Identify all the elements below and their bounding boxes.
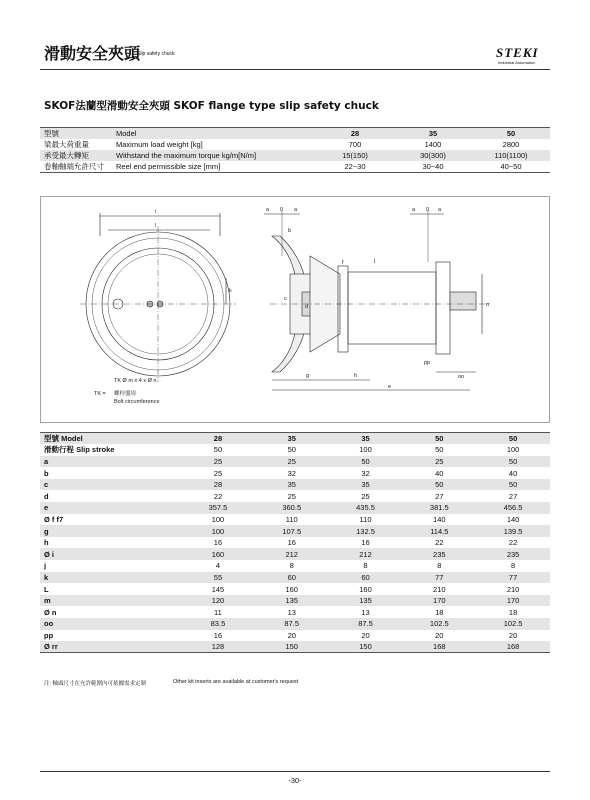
table-cell: 140 xyxy=(506,514,520,524)
table-cell: 50 xyxy=(402,433,476,445)
table-cell: 8 xyxy=(289,561,294,571)
table-cell: 16 xyxy=(213,538,223,548)
table-cell: 139.5 xyxy=(503,526,523,536)
table-row xyxy=(40,572,550,584)
spec-en: Reel end permissible size [mm] xyxy=(112,161,316,173)
table-cell: 28 xyxy=(213,480,223,490)
table-row xyxy=(40,433,550,445)
table-cell: 25 xyxy=(287,491,296,501)
table-cell: 35 xyxy=(329,433,403,445)
dim-label-h: h xyxy=(354,373,358,379)
table-row xyxy=(40,525,550,537)
row-label: h xyxy=(44,538,49,548)
table-cell: 83.5 xyxy=(210,619,226,629)
dim-label-l: l xyxy=(155,223,157,229)
dim-label-g: g xyxy=(306,373,310,379)
table-cell: 25 xyxy=(213,456,223,466)
table-cell: 16 xyxy=(287,538,296,548)
table-cell: 50 xyxy=(508,480,518,490)
table-cell: 212 xyxy=(285,549,298,559)
table-cell: 150 xyxy=(255,641,329,653)
dim-label-pp: pp xyxy=(424,360,431,366)
table-cell: 357.5 xyxy=(208,503,228,513)
table-cell: 170 xyxy=(506,596,520,606)
table-cell: 18 xyxy=(508,607,518,617)
spec-en: Withstand the maximum torque kg/m[N/m] xyxy=(116,151,257,160)
table-cell: 210 xyxy=(433,584,446,594)
spec-cell: 2800 xyxy=(502,140,520,149)
table-row xyxy=(40,641,550,653)
row-label: j xyxy=(44,561,47,571)
table-cell: 100 xyxy=(359,445,372,455)
table-cell: 102.5 xyxy=(429,619,449,629)
table-row xyxy=(40,630,550,642)
table-cell: 50 xyxy=(435,480,444,490)
table-cell: 22 xyxy=(213,491,223,501)
table-cell: 435.5 xyxy=(356,503,375,513)
row-label: c xyxy=(44,480,49,490)
table-cell: 107.5 xyxy=(282,526,302,536)
table-cell: 25 xyxy=(287,456,296,466)
table-cell: 8 xyxy=(511,561,516,571)
table-row xyxy=(40,583,550,595)
table-cell: 50 xyxy=(435,445,444,455)
dim-label-rr: rr xyxy=(486,302,490,308)
table-cell: 18 xyxy=(435,607,444,617)
table-cell: 235 xyxy=(433,549,446,559)
table-cell: 210 xyxy=(506,584,520,594)
table-cell: 35 xyxy=(255,433,329,445)
spec-row xyxy=(40,139,550,150)
table-cell: 50 xyxy=(508,456,518,466)
table-cell: 16 xyxy=(361,538,370,548)
spec-cell: 40~50 xyxy=(472,161,550,173)
page-subtitle: Slip safety chuck xyxy=(137,51,175,57)
table-cell: 381.5 xyxy=(429,503,449,513)
table-cell: 50 xyxy=(361,456,370,466)
dim-label-zero: 0 xyxy=(280,207,284,213)
dim-label-a: a xyxy=(266,207,270,213)
table-cell: 128 xyxy=(181,641,255,653)
table-cell: 27 xyxy=(435,491,444,501)
spec-en: Maximum load weight [kg] xyxy=(116,140,203,149)
table-cell: 168 xyxy=(402,641,476,653)
spec-cn: 承受最大轉矩 xyxy=(44,151,89,160)
brand-logo xyxy=(496,44,552,70)
table-cell: 160 xyxy=(359,584,372,594)
table-cell: 32 xyxy=(361,468,370,478)
spec-row xyxy=(40,150,550,161)
row-label: g xyxy=(44,526,49,536)
table-cell: 160 xyxy=(211,549,225,559)
table-cell: 60 xyxy=(361,572,370,582)
section-title: SKOF法蘭型滑動安全夾頭 SKOF flange type slip safety chuck xyxy=(44,100,379,112)
spec-cell: 1400 xyxy=(424,140,442,149)
page-number: -30- xyxy=(288,776,302,785)
dim-label-a: a xyxy=(412,207,416,213)
table-row xyxy=(40,502,550,514)
tk-equals: TK = xyxy=(94,391,106,397)
row-label: oo xyxy=(44,619,54,629)
spec-cell: 700 xyxy=(348,140,362,149)
row-label: d xyxy=(44,491,49,501)
row-label: Ø f f7 xyxy=(44,514,64,524)
table-cell: 13 xyxy=(287,607,296,617)
table-cell: 20 xyxy=(287,630,296,640)
table-row xyxy=(40,467,550,479)
table-cell: 132.5 xyxy=(356,526,375,536)
table-cell: 8 xyxy=(437,561,442,571)
row-label: a xyxy=(44,456,49,466)
table-cell: 25 xyxy=(435,456,444,466)
table-cell: 35 xyxy=(287,480,296,490)
table-cell: 120 xyxy=(211,596,225,606)
table-row xyxy=(40,606,550,618)
table-row xyxy=(40,514,550,526)
table-cell: 77 xyxy=(508,572,518,582)
table-cell: 235 xyxy=(506,549,520,559)
dim-label-j: j xyxy=(374,258,376,264)
row-label: Ø rr xyxy=(40,641,181,653)
spec-cell: 15(150) xyxy=(342,151,368,160)
table-cell: 16 xyxy=(213,630,223,640)
dimension-table xyxy=(40,432,550,653)
dim-label-f: f xyxy=(342,260,344,266)
table-row xyxy=(40,456,550,468)
table-cell: 22 xyxy=(508,538,518,548)
spec-cell: 30~40 xyxy=(394,161,472,173)
table-cell: 40 xyxy=(435,468,444,478)
table-cell: 150 xyxy=(329,641,403,653)
page-title: 滑動安全夾頭 xyxy=(44,44,141,63)
row-label: b xyxy=(44,468,49,478)
table-cell: 27 xyxy=(508,491,518,501)
row-label: e xyxy=(44,503,49,513)
table-cell: 28 xyxy=(181,433,255,445)
dim-label-oo: oo xyxy=(458,374,465,380)
spec-en: Model xyxy=(112,128,316,140)
row-label: m xyxy=(44,596,51,606)
table-cell: 20 xyxy=(508,630,518,640)
row-label: k xyxy=(44,572,49,582)
spec-cn: 卷軸軸端允許尺寸 xyxy=(40,161,112,173)
dim-label-zero: 0 xyxy=(426,207,430,213)
table-row xyxy=(40,537,550,549)
table-cell: 145 xyxy=(211,584,225,594)
dim-label-a: a xyxy=(438,207,442,213)
dim-label-d: d xyxy=(305,304,309,310)
dim-label-a: a xyxy=(294,207,298,213)
table-cell: 50 xyxy=(476,433,550,445)
table-cell: 100 xyxy=(211,514,225,524)
dim-label-k: k xyxy=(229,288,232,294)
technical-drawing xyxy=(40,196,550,423)
table-cell: 40 xyxy=(508,468,518,478)
table-cell: 110 xyxy=(359,514,372,524)
table-row xyxy=(40,560,550,572)
header-divider xyxy=(40,69,550,70)
table-cell: 25 xyxy=(213,468,223,478)
table-cell: 360.5 xyxy=(282,503,302,513)
table-cell: 50 xyxy=(213,445,223,455)
row-label: 型號 Model xyxy=(40,433,181,445)
table-row xyxy=(40,595,550,607)
dim-label-c: c xyxy=(284,296,287,302)
logo-subtext: Industrial Automation xyxy=(498,60,536,65)
spec-cell: 110(1100) xyxy=(494,151,528,160)
table-cell: 4 xyxy=(215,561,221,571)
spec-cell: 30(300) xyxy=(420,151,446,160)
table-cell: 135 xyxy=(359,596,372,606)
table-cell: 168 xyxy=(476,641,550,653)
tk-label-cn: 螺栓盪周 xyxy=(114,391,137,397)
spec-cell: 50 xyxy=(472,128,550,140)
dim-label-e: e xyxy=(388,384,392,390)
dimension-table-body xyxy=(40,433,550,653)
spec-row xyxy=(40,161,550,173)
note-en: Other kit inserts are available at customer's request xyxy=(173,679,299,685)
row-label: Ø n xyxy=(44,607,57,617)
spec-row xyxy=(40,128,550,140)
spec-table xyxy=(40,127,550,173)
spec-cell: 35 xyxy=(394,128,472,140)
table-cell: 35 xyxy=(361,480,370,490)
table-cell: 135 xyxy=(285,596,298,606)
table-cell: 77 xyxy=(435,572,444,582)
table-cell: 22 xyxy=(435,538,444,548)
table-cell: 87.5 xyxy=(358,619,373,629)
row-label: pp xyxy=(44,630,54,640)
logo-text: STEKI xyxy=(496,45,539,60)
spec-cn: 型號 xyxy=(40,128,112,140)
row-label: 滑動行程 Slip stroke xyxy=(44,445,115,455)
table-cell: 456.5 xyxy=(503,503,523,513)
table-cell: 25 xyxy=(361,491,370,501)
table-row xyxy=(40,490,550,502)
spec-cell: 22~30 xyxy=(316,161,394,173)
table-cell: 160 xyxy=(285,584,298,594)
table-cell: 212 xyxy=(359,549,372,559)
dim-label-b: b xyxy=(288,228,292,234)
table-row xyxy=(40,548,550,560)
table-cell: 100 xyxy=(506,445,520,455)
table-cell: 170 xyxy=(433,596,446,606)
footer-divider xyxy=(40,771,550,772)
tk-formula: TK Ø m x 4 x Ø n xyxy=(114,378,157,384)
spec-cn: 梁最大荷重量 xyxy=(44,140,89,149)
table-cell: 20 xyxy=(361,630,370,640)
table-row xyxy=(40,618,550,630)
note-cn: 注: 軸頭尺寸在允許範圍內可依據需求定制 xyxy=(44,681,147,687)
table-cell: 110 xyxy=(285,514,298,524)
tk-label-en: Bolt circumference xyxy=(114,399,160,405)
table-cell: 13 xyxy=(361,607,370,617)
dim-label-i: i xyxy=(155,209,157,215)
table-cell: 11 xyxy=(214,607,222,617)
table-cell: 8 xyxy=(363,561,368,571)
table-cell: 50 xyxy=(287,445,296,455)
table-cell: 87.5 xyxy=(284,619,300,629)
row-label: L xyxy=(44,584,49,594)
table-cell: 60 xyxy=(287,572,296,582)
table-cell: 114.5 xyxy=(430,526,449,536)
table-cell: 20 xyxy=(435,630,444,640)
table-cell: 55 xyxy=(213,572,223,582)
table-row xyxy=(40,444,550,456)
table-cell: 100 xyxy=(211,526,225,536)
table-row xyxy=(40,479,550,491)
table-cell: 140 xyxy=(433,514,446,524)
table-cell: 32 xyxy=(287,468,296,478)
spec-cell: 28 xyxy=(316,128,394,140)
row-label: Ø i xyxy=(44,549,55,559)
table-cell: 102.5 xyxy=(503,619,523,629)
